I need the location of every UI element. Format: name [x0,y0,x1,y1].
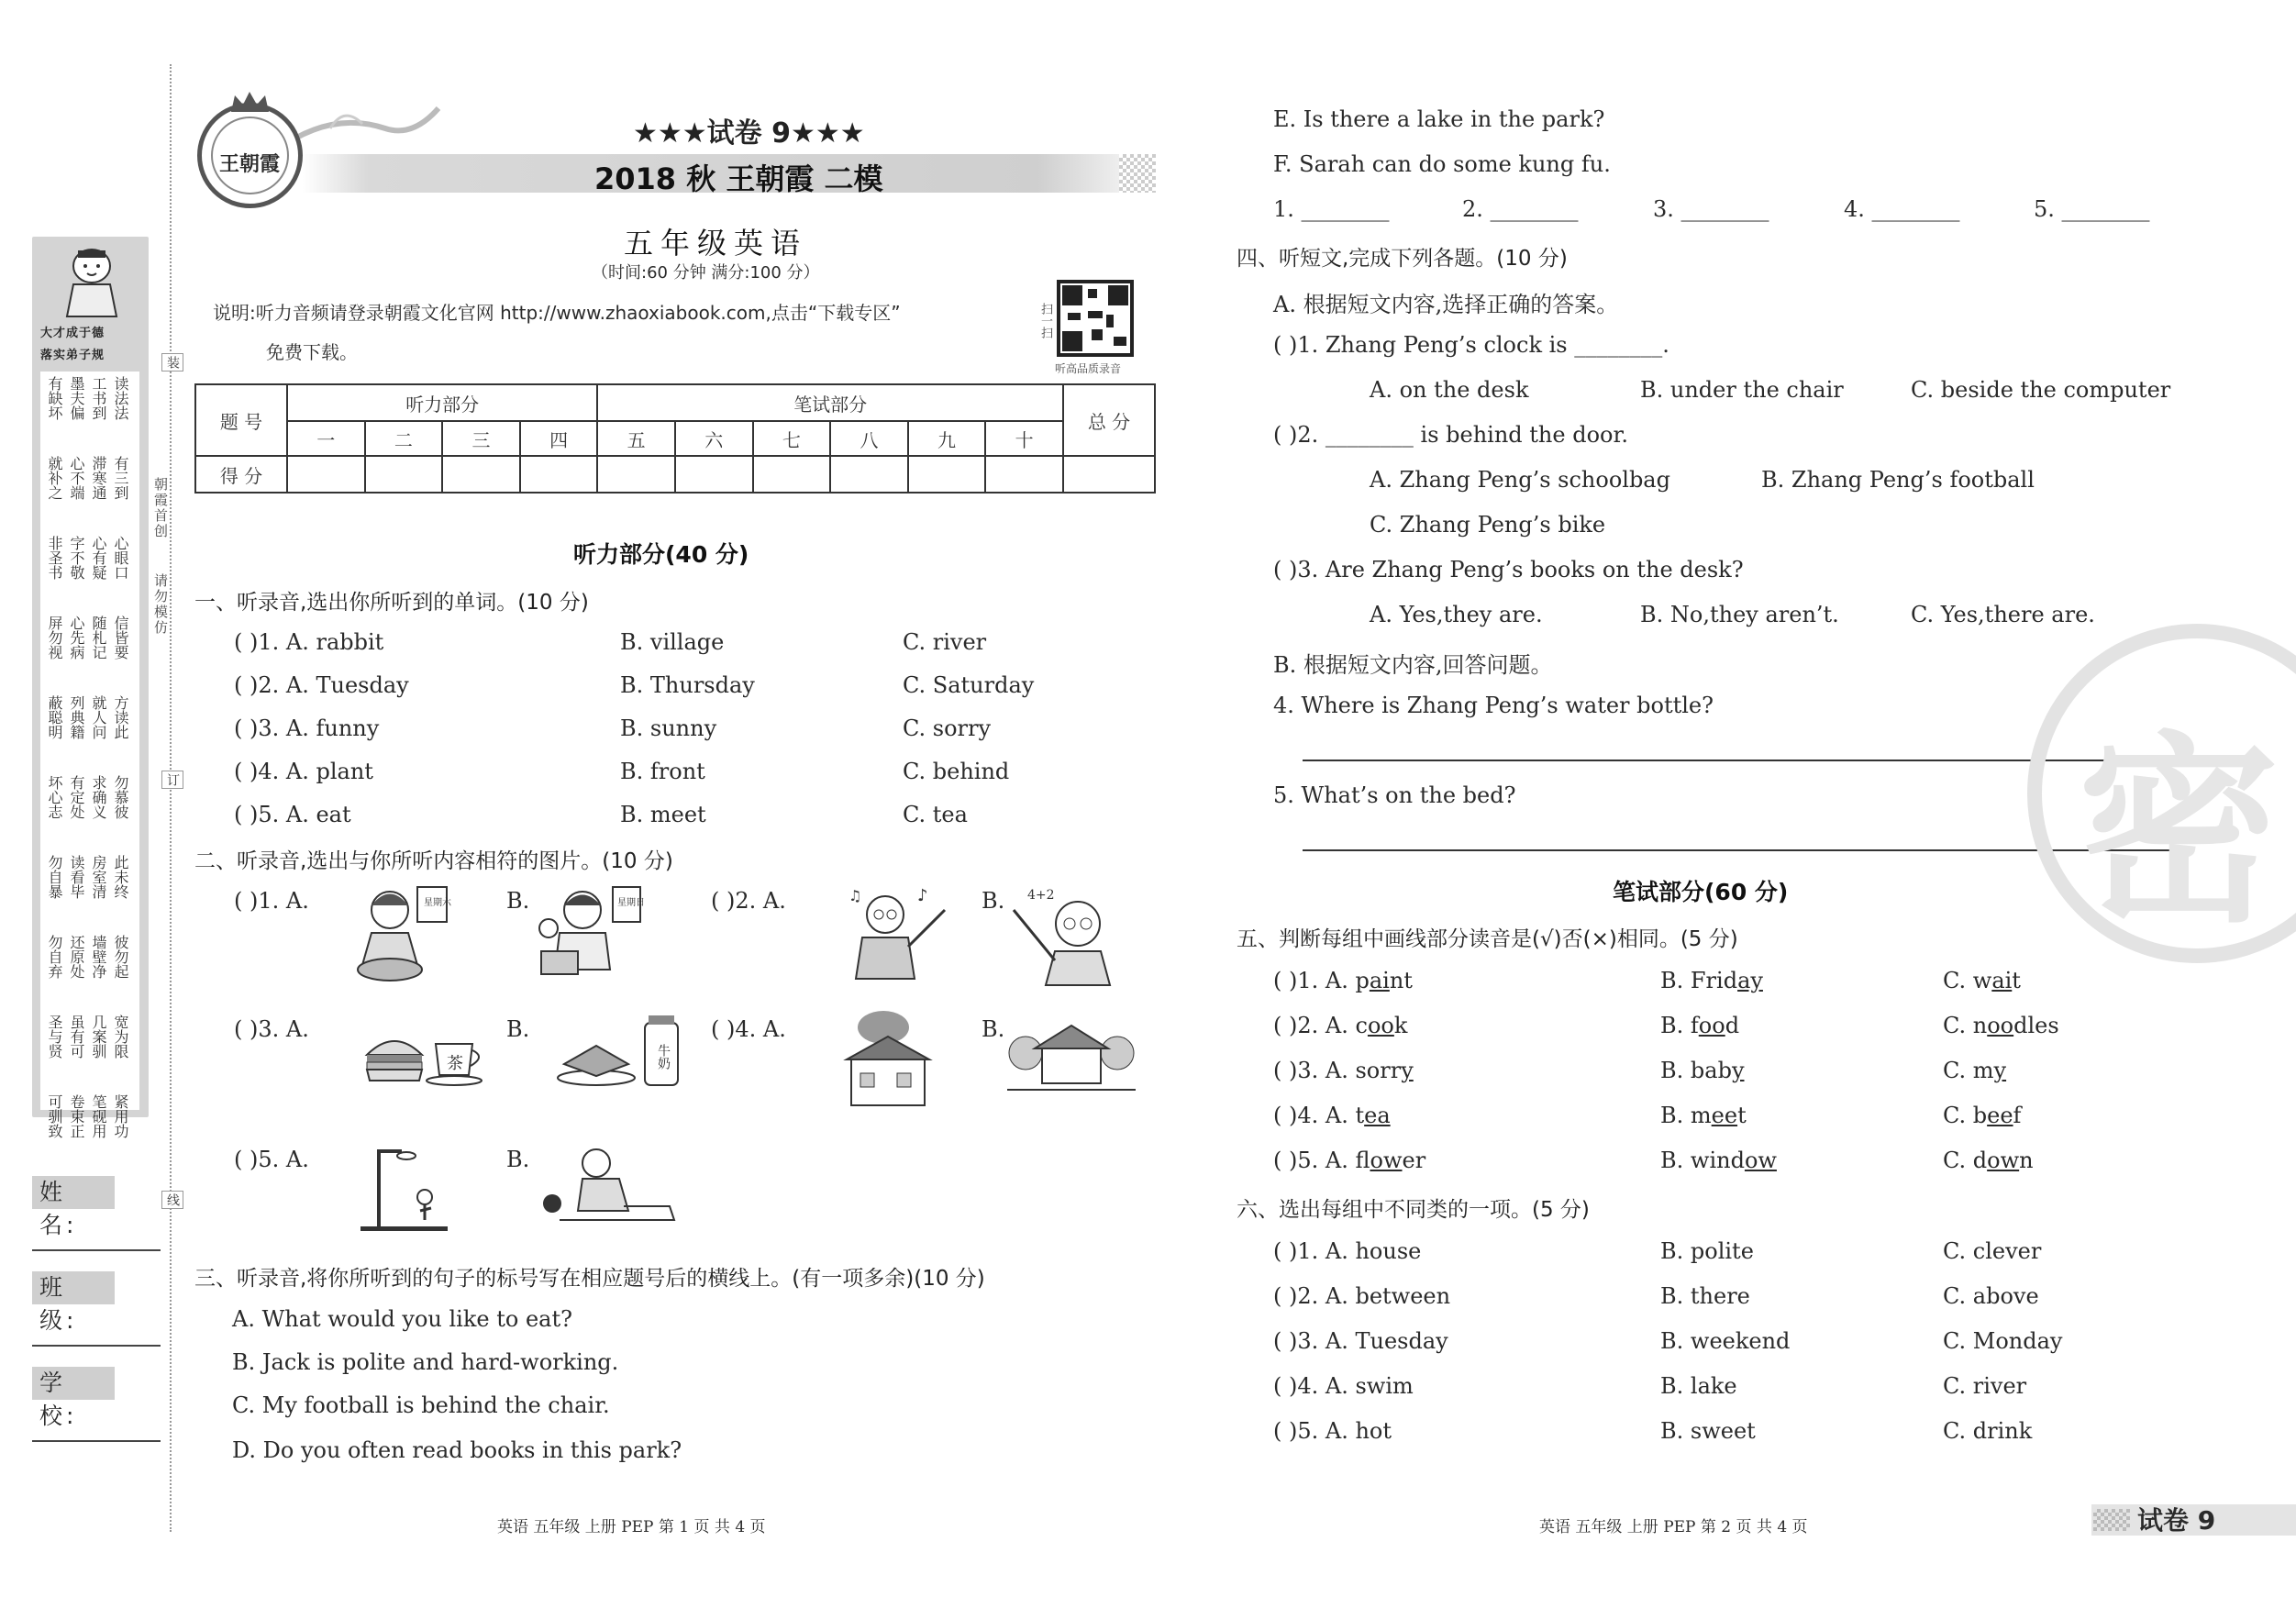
footer-right: 英语 五年级 上册 PEP 第 2 页 共 4 页 [1539,1518,1808,1536]
section-2-title: 二、听录音,选出与你所听内容相符的图片。(10 分) [194,849,673,873]
motto-column: 工书到 [90,376,107,420]
motto-column: 心不端 [68,456,85,500]
s4-q1-c: C. beside the computer [1911,377,2171,403]
motto-column: 屏勿视 [46,616,63,660]
s2-q1[interactable]: ( )1. A. [234,888,309,914]
s2-q5[interactable]: ( )5. A. [234,1147,309,1172]
word-part: t [1355,1103,1365,1128]
s4-q4: 4. Where is Zhang Peng’s water bottle? [1273,693,1714,718]
underlined-part: y [1993,1058,2007,1083]
underlined-part: y [1401,1058,1414,1083]
s1-q3-b: B. sunny [620,715,717,741]
underlined-part: ai [1991,968,2013,993]
picture-house-smoke [842,1009,934,1115]
word-part: er [1402,1148,1426,1173]
s1-q2[interactable]: ( )2. A. Tuesday [234,672,409,698]
s5-q1-c [1943,968,2021,993]
word-part: C. d [1943,1148,1988,1173]
picture-ping-pong [541,1147,679,1235]
s1-q4-c: C. behind [903,759,1010,784]
s1-q3-c: C. sorry [903,715,992,741]
s6-q2[interactable]: ( )2. A. between [1273,1283,1451,1309]
s5-q3-b [1660,1058,1745,1083]
score-cell-10[interactable] [985,456,1063,493]
s1-q1-c: C. river [903,629,987,655]
col-1: 一 [287,421,365,456]
motto-column: 就人问 [90,695,107,739]
s2-q1-b: B. [506,888,530,914]
underlined-part: ee [1711,1103,1738,1128]
s1-q5[interactable]: ( )5. A. eat [234,802,351,827]
audio-note: 说明:听力音频请登录朝霞文化官网 http://www.zhaoxiabook.com,点击“下载专区” [213,302,901,324]
s4-part-a: A. 根据短文内容,选择正确的答案。 [1273,292,1619,317]
motto-column: 彼勿起 [112,935,129,979]
underlined-part: y [1731,1058,1745,1083]
s5-q5-b [1660,1148,1777,1173]
s1-q2-c: C. Saturday [903,672,1035,698]
s5-q1-b [1660,968,1763,993]
s4-q3-b: B. No,they aren’t. [1640,602,1839,627]
name-label: 姓 名: [32,1176,115,1209]
picture-house-trees [1007,1016,1136,1100]
milk-label: 牛奶 [656,1044,671,1070]
audio-note-cont: 免费下载。 [266,341,358,363]
s5-q2[interactable] [1273,1013,1407,1038]
s5-q4-c [1943,1103,2021,1128]
svg-text:♪: ♪ [917,886,928,905]
s1-q5-b: B. meet [620,802,706,827]
s5-q3-c [1943,1058,2006,1083]
calendar-saturday: 星期六 [424,898,451,908]
item-label: 题 号 [195,384,287,456]
underlined-part: ee [1987,1103,2013,1128]
motto-column: 勿慕彼 [112,775,129,819]
question-number: ( )3. A. [1273,1058,1356,1083]
section-6-title: 六、选出每组中不同类的一项。(5 分) [1237,1198,1590,1222]
s4-q1-b: B. under the chair [1640,377,1844,403]
school-label: 学 校: [32,1367,115,1400]
s3-blank-5[interactable]: 5. ________ [2034,196,2150,222]
score-table [194,383,1156,494]
col-5: 五 [597,421,675,456]
motto-column: 就补之 [46,456,63,500]
corner-pattern [2093,1509,2130,1531]
underlined-part: oo [1987,1013,2014,1038]
s3-blank-4[interactable]: 4. ________ [1844,196,1960,222]
listening-heading: 听力部分(40 分) [573,541,749,568]
listening-label: 听力部分 [287,384,597,421]
underlined-part: ow [1370,1148,1403,1173]
motto-bottom: 落实弟子规 [40,349,105,362]
word-part: sorr [1355,1058,1402,1083]
motto-column: 心有疑 [90,536,107,580]
motto-column: 还原处 [68,935,85,979]
col-4: 四 [520,421,598,456]
s6-q1-b: B. polite [1660,1238,1754,1264]
col-10: 十 [985,421,1063,456]
s4-q3-a: A. Yes,they are. [1370,602,1543,627]
s6-q5[interactable]: ( )5. A. hot [1273,1418,1392,1444]
s4-part-b: B. 根据短文内容,回答问题。 [1273,652,1553,678]
word-part: t [2012,968,2021,993]
tea-label: 茶 [447,1054,463,1073]
motto-column: 随札记 [90,616,107,660]
exam-title: 2018 秋 王朝霞 二模 [594,161,883,196]
s5-q2-b [1660,1013,1739,1038]
motto-column: 圣与贤 [46,1015,63,1059]
question-number: ( )5. A. [1273,1148,1356,1173]
word-part: C. n [1943,1013,1988,1038]
s4-q2-c: C. Zhang Peng’s bike [1370,512,1606,538]
motto-column: 信皆要 [112,616,129,660]
picture-math-teacher [1009,882,1124,993]
motto-column: 列典籍 [68,695,85,739]
col-6: 六 [675,421,753,456]
svg-text:4+2: 4+2 [1027,888,1055,903]
word-part: t [1737,1103,1747,1128]
s1-q3[interactable]: ( )3. A. funny [234,715,380,741]
col-7: 七 [753,421,831,456]
motto-column: 可驯致 [46,1094,63,1138]
s6-q4[interactable]: ( )4. A. swim [1273,1373,1414,1399]
word-part: k [1393,1013,1408,1038]
s6-q2-c: C. above [1943,1283,2039,1309]
underlined-part: ea [1364,1103,1391,1128]
vertical-note-2: 请勿模仿 [152,573,169,636]
underlined-part: oo [1367,1013,1394,1038]
s3-sentence-e: E. Is there a lake in the park? [1273,106,1605,132]
score-cell-4[interactable] [520,456,598,493]
underlined-part: ay [1737,968,1763,993]
s6-q4-c: C. river [1943,1373,2027,1399]
motto-column: 心先病 [68,616,85,660]
s3-sentence-c: C. My football is behind the chair. [232,1392,610,1418]
motto-column: 读法法 [112,376,129,420]
s3-blank-1[interactable]: 1. ________ [1273,196,1390,222]
underlined-part: ai [1369,968,1390,993]
qr-code[interactable] [1057,280,1134,357]
question-number: ( )2. A. [1273,1013,1356,1038]
corner-exam-tag: 试卷 9 [2137,1505,2216,1536]
watermark-seal-char: 密 [2078,715,2280,949]
picture-hamburger-tea [362,1027,491,1092]
motto-column: 几案驯 [90,1015,107,1059]
s5-q2-c [1943,1013,2059,1038]
picture-music-teacher [830,882,954,989]
motto-column: 卷束正 [68,1094,85,1138]
section-4-title: 四、听短文,完成下列各题。(10 分) [1237,247,1568,271]
class-input-line[interactable] [32,1345,161,1347]
score-label: 得 分 [195,456,287,493]
banner-pattern [1119,154,1156,193]
s2-q2-b: B. [982,888,1005,914]
subject-title: 五年级英语 [624,226,808,261]
underlined-part: ow [1744,1148,1777,1173]
word-part: B. wind [1660,1148,1745,1173]
crown-icon [229,90,271,114]
section-1-title: 一、听录音,选出你所听到的单词。(10 分) [194,591,589,615]
word-part: C. b [1943,1103,1988,1128]
score-cell-1[interactable] [287,456,365,493]
s5-q4[interactable] [1273,1103,1391,1128]
s6-q1[interactable]: ( )1. A. house [1273,1238,1422,1264]
total-label: 总 分 [1063,384,1155,456]
underlined-part: ow [1987,1148,2020,1173]
s1-q2-b: B. Thursday [620,672,755,698]
written-heading: 笔试部分(60 分) [1613,879,1789,905]
s2-q3[interactable]: ( )3. A. [234,1016,309,1042]
s6-q3-b: B. weekend [1660,1328,1791,1354]
motto-column: 宽为限 [112,1015,129,1059]
word-part: B. m [1660,1103,1712,1128]
class-label: 班 级: [32,1271,115,1304]
school-input-line[interactable] [32,1440,161,1442]
s1-q1-b: B. village [620,629,725,655]
motto-top: 大才成于德 [40,327,105,340]
motto-column: 有定处 [68,775,85,819]
score-cell-total[interactable] [1063,456,1155,493]
motto-column: 勿自弃 [46,935,63,979]
col-3: 三 [442,421,520,456]
calendar-sunday: 星期日 [617,898,645,908]
s6-q4-b: B. lake [1660,1373,1737,1399]
word-part: nt [1389,968,1413,993]
score-cell-7[interactable] [753,456,831,493]
vertical-note-1: 朝霞首创 [152,477,169,539]
word-part: n [2019,1148,2034,1173]
s3-sentence-a: A. What would you like to eat? [232,1306,572,1332]
motto-column: 字不敬 [68,536,85,580]
motto-column: 心眼口 [112,536,129,580]
word-part: B. f [1660,1013,1699,1038]
footer-left: 英语 五年级 上册 PEP 第 1 页 共 4 页 [497,1518,766,1536]
svg-text:♫: ♫ [849,887,862,904]
s4-q3-c: C. Yes,there are. [1911,602,2095,627]
s4-q3[interactable]: ( )3. Are Zhang Peng’s books on the desk? [1273,557,1744,582]
word-part: B. Frid [1660,968,1738,993]
s4-q2-b: B. Zhang Peng’s football [1761,467,2035,493]
score-cell-5[interactable] [597,456,675,493]
s6-q3[interactable]: ( )3. A. Tuesday [1273,1328,1448,1354]
s2-q3-b: B. [506,1016,530,1042]
motto-column: 墙壁净 [90,935,107,979]
s3-sentence-d: D. Do you often read books in this park? [232,1437,682,1463]
motto-column: 房室清 [90,855,107,899]
binding-tag-2: 订 [161,771,183,789]
s3-sentence-b: B. Jack is polite and hard-working. [232,1349,619,1375]
s3-sentence-f: F. Sarah can do some kung fu. [1273,151,1611,177]
binding-tag-1: 装 [161,353,183,372]
s2-q4-b: B. [982,1016,1005,1042]
s6-q5-b: B. sweet [1660,1418,1756,1444]
s5-q5-c [1943,1148,2034,1173]
motto-column: 墨夫偏 [68,376,85,420]
motto-column: 求确义 [90,775,107,819]
col-8: 八 [830,421,908,456]
motto-column: 有三到 [112,456,129,500]
word-part: c [1355,1013,1368,1038]
time-and-score: （时间:60 分钟 满分:100 分） [592,263,820,283]
motto-column: 非圣书 [46,536,63,580]
motto-column: 读看毕 [68,855,85,899]
word-part: p [1355,968,1370,993]
binding-tag-3: 线 [161,1191,183,1209]
motto-column: 有缺坏 [46,376,63,420]
written-label: 笔试部分 [597,384,1063,421]
s1-q1[interactable]: ( )1. A. rabbit [234,629,384,655]
score-cell-9[interactable] [908,456,986,493]
word-part: fl [1355,1148,1370,1173]
s6-q5-c: C. drink [1943,1418,2033,1444]
section-5-title: 五、判断每组中画线部分读音是(√)否(×)相同。(5 分) [1237,927,1738,951]
qr-caption: 听高品质录音 [1055,362,1122,375]
s1-q5-c: C. tea [903,802,968,827]
score-cell-2[interactable] [365,456,443,493]
col-9: 九 [908,421,986,456]
word-part: dles [2013,1013,2059,1038]
section-3-title: 三、听录音,将你所听到的句子的标号写在相应题号后的横线上。(有一项多余)(10 分) [194,1267,985,1291]
s4-q1[interactable]: ( )1. Zhang Peng’s clock is ________. [1273,332,1669,358]
word-part: C. m [1943,1058,1994,1083]
word-part: C. w [1943,968,1992,993]
question-number: ( )1. A. [1273,968,1356,993]
s2-q5-b: B. [506,1147,530,1172]
motto-column: 此未终 [112,855,129,899]
s4-q5: 5. What’s on the bed? [1273,782,1516,808]
word-part: f [2013,1103,2022,1128]
s4-q1-a: A. on the desk [1370,377,1529,403]
s1-q4[interactable]: ( )4. A. plant [234,759,373,784]
qr-side-text: 扫一扫 [1038,303,1052,338]
s5-q5[interactable] [1273,1148,1425,1173]
s4-q2[interactable]: ( )2. ________ is behind the door. [1273,422,1628,448]
exam-number: ★★★试卷 9★★★ [633,117,865,150]
binding-cut-line [170,64,172,1532]
s6-q1-c: C. clever [1943,1238,2042,1264]
underlined-part: oo [1698,1013,1725,1038]
motto-column: 笔砚用 [90,1094,107,1138]
score-cell-8[interactable] [830,456,908,493]
motto-column: 虽有可 [68,1015,85,1059]
s6-q2-b: B. there [1660,1283,1750,1309]
s5-q3[interactable] [1273,1058,1414,1083]
motto-column: 滞寒通 [90,456,107,500]
s2-q2[interactable]: ( )2. A. [711,888,786,914]
motto-column: 蔽聪明 [46,695,63,739]
word-part: d [1725,1013,1740,1038]
name-input-line[interactable] [32,1249,161,1251]
motto-column: 勿自暴 [46,855,63,899]
brand-logo-text: 王朝霞 [218,152,280,176]
s1-q4-b: B. front [620,759,705,784]
motto-column: 方读此 [112,695,129,739]
s5-q1[interactable] [1273,968,1413,993]
score-cell-6[interactable] [675,456,753,493]
question-number: ( )4. A. [1273,1103,1356,1128]
word-part: B. bab [1660,1058,1732,1083]
s3-blank-2[interactable]: 2. ________ [1462,196,1579,222]
s2-q4[interactable]: ( )4. A. [711,1016,786,1042]
motto-column: 坏心志 [46,775,63,819]
s5-q4-b [1660,1103,1747,1128]
col-2: 二 [365,421,443,456]
s4-q2-a: A. Zhang Peng’s schoolbag [1370,467,1670,493]
motto-column: 紧用功 [112,1094,129,1138]
picture-basketball [356,1142,452,1239]
s3-blank-3[interactable]: 3. ________ [1653,196,1769,222]
s6-q3-c: C. Monday [1943,1328,2063,1354]
mascot-figure [50,243,133,321]
score-cell-3[interactable] [442,456,520,493]
